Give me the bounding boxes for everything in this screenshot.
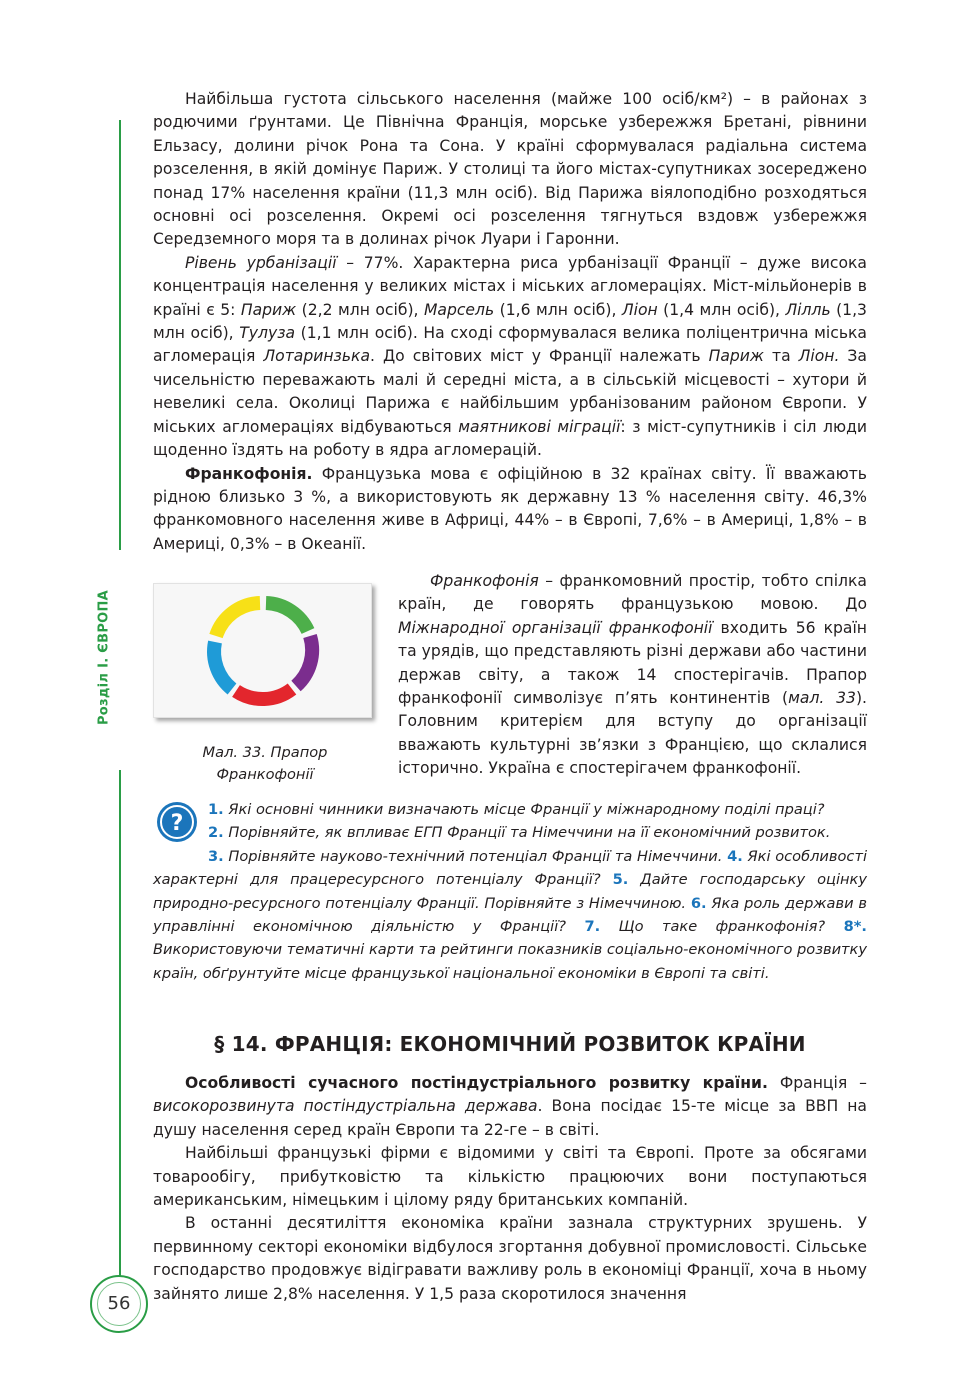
question-text: Порівняйте, як впливає ЕГП Франції та Німеччини на її економічний розвиток. <box>223 824 831 842</box>
text-span: – 77%. Характерна риса урбанізації Франції – дуже висока концентрація населення у великих містах і міських агломераціях. Міст-мільйонерів в країні є 5: <box>153 253 867 319</box>
top-text-block <box>153 88 867 556</box>
question-text: Які особливості характерні для працересурсного потенціалу Франції? <box>153 847 868 889</box>
text-span: – франкомовний простір, тобто спілка країн, де говорять французькою мовою. До <box>398 572 867 614</box>
question-number: 6. <box>690 894 707 912</box>
section-label-text: Розділ І. ЄВРОПА <box>96 589 112 726</box>
ring-segment-red <box>236 689 292 699</box>
question-number: 7. <box>584 918 601 936</box>
question-number: 8*. <box>843 918 867 936</box>
paragraph-structural-shifts: В останні десятиліття економіка країни зазнала структурних зрушень. У первинному секторі економіки відбулося згортання добувної промисловості. Сільське господарство продовжує відігравати важливу роль в економіці Франції, хоча в ньому зайнято лише 2,8% населення. У 1,5 раза скоротилося значення <box>153 1214 867 1303</box>
text-span: (1,1 млн осіб). На сході сформувалася велика поліцентрична міська агломерація <box>153 324 867 366</box>
side-rule-bottom <box>119 770 121 1290</box>
figure-ref: мал. 33 <box>788 689 856 708</box>
question-number: 2. <box>208 824 224 842</box>
world-city-paris: Париж <box>708 347 764 366</box>
question-text: Які основні чинники визначають місце Франції у міжнародному поділі праці? <box>223 801 825 818</box>
world-city-lyon: Ліон. <box>798 347 840 366</box>
page-number: 56 <box>97 1282 141 1326</box>
bottom-text-block <box>153 1072 867 1306</box>
question-number: 3. <box>208 847 224 865</box>
question-number: 1. <box>208 801 224 818</box>
paragraph-postindustrial <box>153 1072 867 1142</box>
text-span: (1,3 млн осіб), <box>153 300 867 343</box>
paragraph-francophonie <box>153 463 867 557</box>
text-span: (1,4 млн осіб), <box>657 300 786 319</box>
text-span: За чисельністю переважають малі й середні міста, а в сільській місцевості – хутори й невеликі села. Околиці Парижа є найбільшим урбанізованим районом Європи. У міських агломераціях відбуваються <box>153 347 867 436</box>
paragraph-urbanization <box>153 252 867 463</box>
paragraph-francophonie-def <box>398 570 867 781</box>
ring-segment-blue <box>214 642 232 689</box>
question-text: Що таке франкофонія? <box>600 918 844 936</box>
caption-line-2: Франкофонії <box>216 766 314 783</box>
francophonie-definition <box>398 570 867 781</box>
review-questions <box>153 798 867 985</box>
agglomeration-lorraine: Лотаринзька <box>263 347 371 366</box>
text-span: : з міст-супутників і сіл люди щоденно їздять на роботу в ядра агломерацій. <box>153 417 867 460</box>
question-line-2 <box>153 821 867 844</box>
question-text: Використовуючи тематичні карти та рейтинги показників соціально-економічного розвитку країн, обґрунтуйте місце французької національної економіки в Європі та світі. <box>153 941 868 982</box>
term-urbanization: Рівень урбанізації <box>185 253 337 272</box>
heading-francophonie: Франкофонія. <box>185 464 313 483</box>
side-rule-top <box>119 120 121 550</box>
text-span: Франція – <box>767 1074 867 1092</box>
city-marseille: Марсель <box>423 300 495 319</box>
question-line-1 <box>153 798 867 821</box>
caption-line-1: Мал. 33. Прапор <box>202 744 328 761</box>
city-lyon: Ліон <box>621 300 658 319</box>
francophonie-flag-figure <box>153 583 372 718</box>
page-number-badge <box>90 1275 148 1333</box>
text-span: . Вона посідає 15-те місце за ВВП на душу населення серед країн Європи та 22-ге – в світі. <box>153 1097 867 1139</box>
svg-text:?: ? <box>170 811 184 836</box>
text-span: входить 56 країн та урядів, що представляють різні держави або частини держав світу, а також 14 спостерігачів. Прапор франкофонії символізує п’ять континентів ( <box>398 618 867 708</box>
city-toulouse: Тулуза <box>239 324 296 343</box>
text-span: Французька мова є офіційною в 32 країнах світу. Її вважають рідною близько 3 %, а використовують як державну 13 % населення світу. 46,3% франкомовного населення живе в Африці, 44% – в Європі, 7,6% – в Америці, 1,8% – в Америці, 0,3% – в Океанії. <box>153 464 867 553</box>
text-span: (2,2 млн осіб), <box>296 300 424 319</box>
term-pendulum-migration: маятникові міграції <box>458 417 621 436</box>
ring-segment-green <box>266 603 308 631</box>
city-lille: Лілль <box>785 300 831 319</box>
question-number: 4. <box>727 847 743 865</box>
org-name: Міжнародної організації франкофонії <box>398 618 713 637</box>
question-block-rest <box>153 845 867 985</box>
text-span: . До світових міст у Франції належать <box>370 347 709 366</box>
paragraph-firms: Найбільші французькі фірми є відомими у світі та Європі. Проте за обсягами товарообігу, прибутковістю та кількістю працюючих вони поступаються американським, німецьким і цілому ряду британських компаній. <box>153 1144 867 1210</box>
question-text: Дайте господарську оцінку природно-ресурсного потенціалу Франції. Порівняйте з Німеччиною. <box>153 871 868 912</box>
ring-segment-purple <box>296 636 312 686</box>
ring-segment-yellow <box>216 603 260 636</box>
francophonie-ring-flag <box>198 594 326 708</box>
text-span: (1,6 млн осіб), <box>494 300 622 319</box>
question-text: Яка роль держави в управлінні економічною діяльністю у Франції? <box>153 894 867 936</box>
text-span: ). Головним критерієм для вступу до організації вважають культурні зв’язки з Францією, що склалися історично. Україна є спостерігачем франкофонії. <box>398 689 868 778</box>
question-number: 5. <box>612 871 629 889</box>
question-text: Порівняйте науково-технічний потенціал Франції та Німеччини. <box>223 847 728 865</box>
term-francophonie: Франкофонія <box>430 572 539 590</box>
city-paris: Париж <box>240 300 297 319</box>
section-title: § 14. ФРАНЦІЯ: ЕКОНОМІЧНИЙ РОЗВИТОК КРАЇНИ <box>214 1032 806 1056</box>
term-postindustrial-state: високорозвинута постіндустріальна держава <box>153 1097 538 1116</box>
paragraph-density: Найбільша густота сільського населення (майже 100 осіб/км²) – в районах з родючими ґрунтами. Це Північна Франція, морське узбережжя Бретані, рівнини Ельзасу, долини річок Рона та Сона. У країні сформувалася радіальна система розселення, в якій домінує Париж. У столиці та його містах-супутниках зосереджено понад 17% населення країни (11,3 млн осіб). Від Парижа віялоподібно розходяться основні осі розселення. Окремі осі розселення тягнуться вздовж узбережжя Середземного моря та в долинах річок Луари і Гаронни. <box>153 90 867 249</box>
heading-postindustrial: Особливості сучасного постіндустріального розвитку країни. <box>185 1074 768 1092</box>
figure-caption <box>190 742 340 786</box>
text-span: та <box>763 347 799 366</box>
